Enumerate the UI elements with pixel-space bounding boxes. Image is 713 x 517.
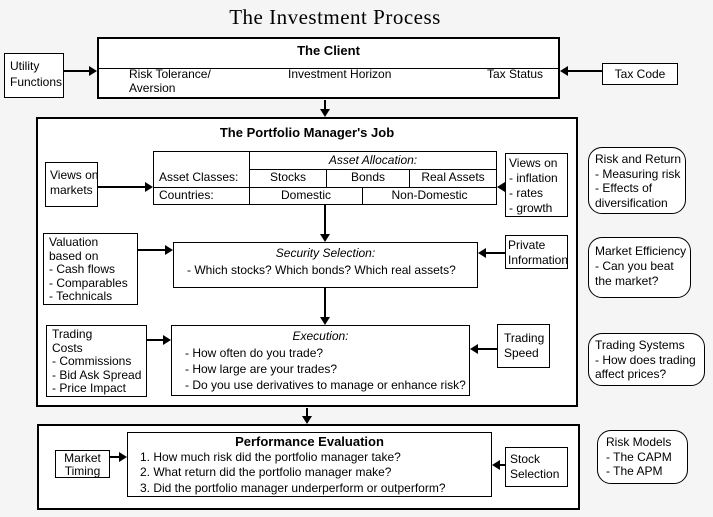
arrow-private-to-security (483, 252, 505, 254)
arrow-left-icon (560, 66, 568, 76)
client-tax-status: Tax Status (486, 67, 543, 81)
arrow-utility-to-client (64, 70, 91, 72)
stock-selection-box: Stock Selection (505, 447, 568, 487)
trading-costs-box: Trading Costs - Commissions - Bid Ask Spread - Price Impact (46, 325, 147, 397)
security-selection-question: - Which stocks? Which bonds? Which real assets? (187, 263, 456, 277)
market-timing-box: Market Timing (55, 450, 110, 478)
utility-functions-box: Utility Functions (4, 53, 64, 98)
execution-questions: - How often do you trade? - How large are your trades? - Do you use derivatives to manage or enhance risk? (185, 346, 466, 392)
client-risk-tolerance: Risk Tolerance/ Aversion (129, 67, 211, 95)
side-note-trading-systems: Trading Systems - How does trading affect prices? (588, 333, 705, 386)
arrow-right-icon (89, 66, 97, 76)
countries-label: Countries: (159, 188, 214, 202)
asset-classes-label: Asset Classes: (159, 170, 239, 184)
performance-evaluation-header: Performance Evaluation (235, 434, 384, 449)
arrow-down-icon (320, 109, 330, 117)
views-macro-box: Views on - inflation - rates - growth (505, 153, 568, 217)
arrow-table-to-security (324, 205, 326, 236)
portfolio-manager-header: The Portfolio Manager's Job (219, 125, 395, 140)
arrow-right-icon (163, 335, 171, 345)
performance-questions: 1. How much risk did the portfolio manager take? 2. What return did the portfolio manager make? 3. Did the portfolio manager underperform or outperform? (140, 450, 446, 495)
arrow-left-icon (492, 460, 500, 470)
cell-non-domestic: Non-Domestic (391, 188, 468, 202)
cell-bonds: Bonds (350, 170, 386, 184)
client-box (97, 37, 560, 99)
arrow-valuation-to-security (138, 249, 167, 251)
arrow-left-icon (497, 182, 505, 192)
cell-stocks: Stocks (269, 170, 306, 184)
arrow-down-icon (320, 234, 330, 242)
arrow-down-icon (320, 317, 330, 325)
arrow-right-icon (145, 182, 153, 192)
trading-speed-box: Trading Speed (497, 324, 550, 368)
tax-code-box (602, 63, 678, 85)
cell-domestic: Domestic (280, 188, 331, 202)
arrow-speed-to-execution (475, 348, 497, 350)
valuation-box: Valuation based on - Cash flows - Comparables - Technicals (43, 233, 138, 305)
execution-header: Execution: (292, 329, 349, 343)
arrow-taxcode-to-client (567, 70, 602, 72)
page-title: The Investment Process (229, 5, 441, 29)
security-selection-box (173, 242, 478, 288)
cell-real-assets: Real Assets (421, 170, 485, 184)
client-investment-horizon: Investment Horizon (288, 67, 392, 81)
security-selection-header: Security Selection: (275, 246, 376, 260)
arrow-right-icon (119, 452, 127, 462)
asset-allocation-table (153, 151, 497, 205)
side-note-risk-models: Risk Models - The CAPM - The APM (597, 430, 688, 484)
views-on-markets-box: Views on markets (45, 162, 98, 207)
performance-evaluation-inner-box (127, 432, 492, 497)
asset-allocation-header: Asset Allocation: (328, 153, 418, 167)
arrow-down-icon (302, 416, 312, 424)
utility-functions-label: Utility (10, 59, 40, 73)
client-header: The Client (99, 39, 558, 69)
arrow-left-icon (478, 248, 486, 258)
tax-code-label: Tax Code (614, 67, 666, 81)
side-note-market-efficiency: Market Efficiency - Can you beat the market? (588, 237, 691, 298)
arrow-views-to-table (98, 186, 147, 188)
arrow-left-icon (470, 344, 478, 354)
private-information-box: Private Information (505, 235, 568, 269)
arrow-right-icon (165, 245, 173, 255)
side-note-risk-and-return: Risk and Return - Measuring risk - Effects of diversification (588, 147, 686, 214)
execution-box (171, 325, 470, 396)
arrow-security-to-execution (324, 288, 326, 319)
